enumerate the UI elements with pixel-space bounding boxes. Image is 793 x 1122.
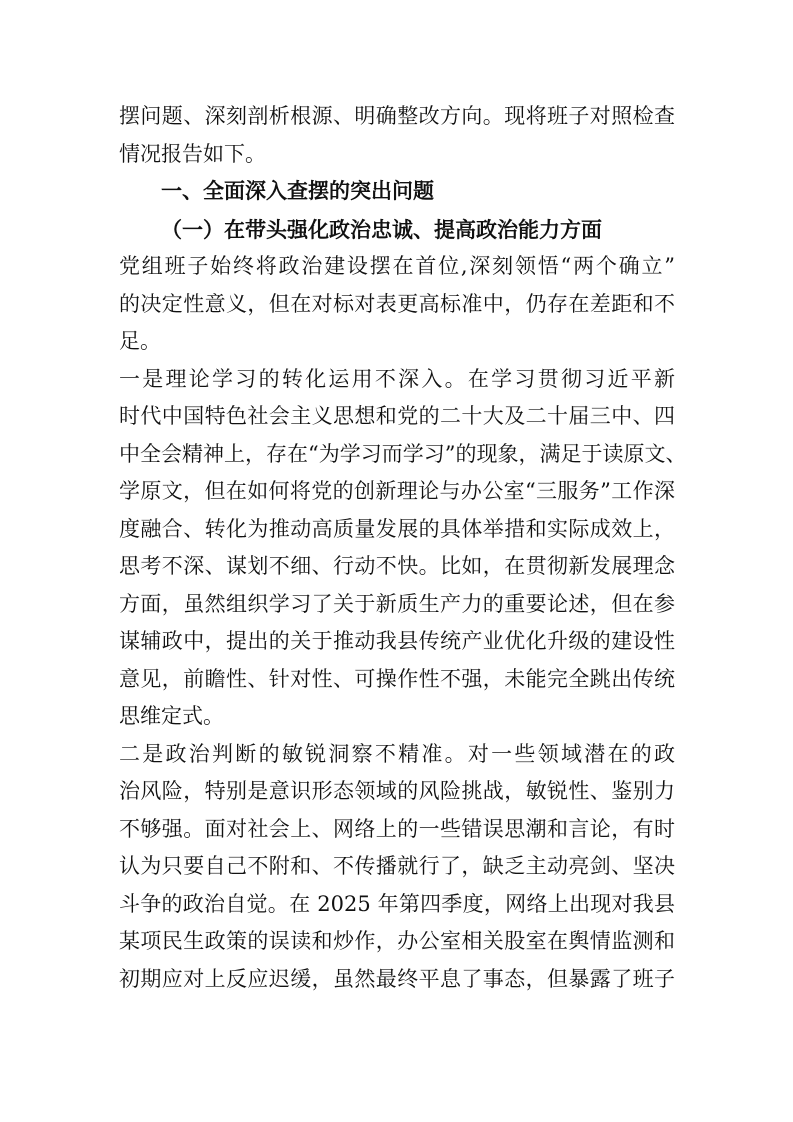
text-line: 时代中国特色社会主义思想和党的二十大及二十届三中、四 bbox=[119, 404, 675, 428]
text-line: 思考不深、谋划不细、行动不快。比如，在贯彻新发展理念 bbox=[119, 554, 675, 578]
document-body bbox=[119, 98, 687, 998]
section-heading bbox=[119, 173, 675, 211]
text-line: 方面，虽然组织学习了关于新质生产力的重要论述，但在参 bbox=[119, 591, 675, 616]
text-line: 二是政治判断的敏锐洞察不精准。对一些领域潜在的政 bbox=[119, 741, 675, 766]
paragraph bbox=[119, 248, 675, 361]
text-line: 中全会精神上，存在“为学习而学习”的现象，满足于读原文、 bbox=[119, 441, 687, 466]
text-line: 意见，前瞻性、针对性、可操作性不强，未能完全跳出传统 bbox=[119, 666, 675, 691]
text-line: 一、全面深入查摆的突出问题 bbox=[161, 179, 434, 203]
text-line: 度融合、转化为推动高质量发展的具体举措和实际成效上， bbox=[119, 516, 675, 541]
text-line: 学原文，但在如何将党的创新理论与办公室“三服务”工作深 bbox=[119, 479, 675, 503]
paragraph bbox=[119, 361, 687, 736]
text-line: 不够强。面对社会上、网络上的一些错误思潮和言论，有时 bbox=[119, 816, 675, 841]
text-line: 某项民生政策的误读和炒作，办公室相关股室在舆情监测和 bbox=[119, 929, 675, 953]
subsection-heading bbox=[119, 211, 675, 249]
text-line: 党组班子始终将政治建设摆在首位,深刻领悟“两个确立” bbox=[119, 254, 675, 278]
paragraph bbox=[119, 98, 675, 173]
text-line: 情况报告如下。 bbox=[119, 141, 266, 166]
text-line: 思维定式。 bbox=[119, 704, 224, 728]
text-line: 谋辅政中，提出的关于推动我县传统产业优化升级的建设性 bbox=[119, 629, 675, 653]
paragraph bbox=[119, 736, 675, 999]
text-line: 一是理论学习的转化运用不深入。在学习贯彻习近平新 bbox=[119, 366, 675, 391]
text-line: 认为只要自己不附和、不传播就行了，缺乏主动亮剑、坚决 bbox=[119, 854, 675, 878]
text-line: 治风险，特别是意识形态领域的风险挑战，敏锐性、鉴别力 bbox=[119, 779, 675, 803]
text-line: 摆问题、深刻剖析根源、明确整改方向。现将班子对照检查 bbox=[119, 104, 675, 128]
text-line: （一）在带头强化政治忠诚、提高政治能力方面 bbox=[161, 216, 602, 242]
text-line: 初期应对上反应迟缓，虽然最终平息了事态，但暴露了班子 bbox=[119, 966, 675, 991]
text-line: 斗争的政治自觉。在 2025 年第四季度，网络上出现对我县 bbox=[119, 891, 675, 916]
text-line: 的决定性意义，但在对标对表更高标准中，仍存在差距和不 bbox=[119, 291, 675, 316]
text-line: 足。 bbox=[119, 329, 161, 353]
